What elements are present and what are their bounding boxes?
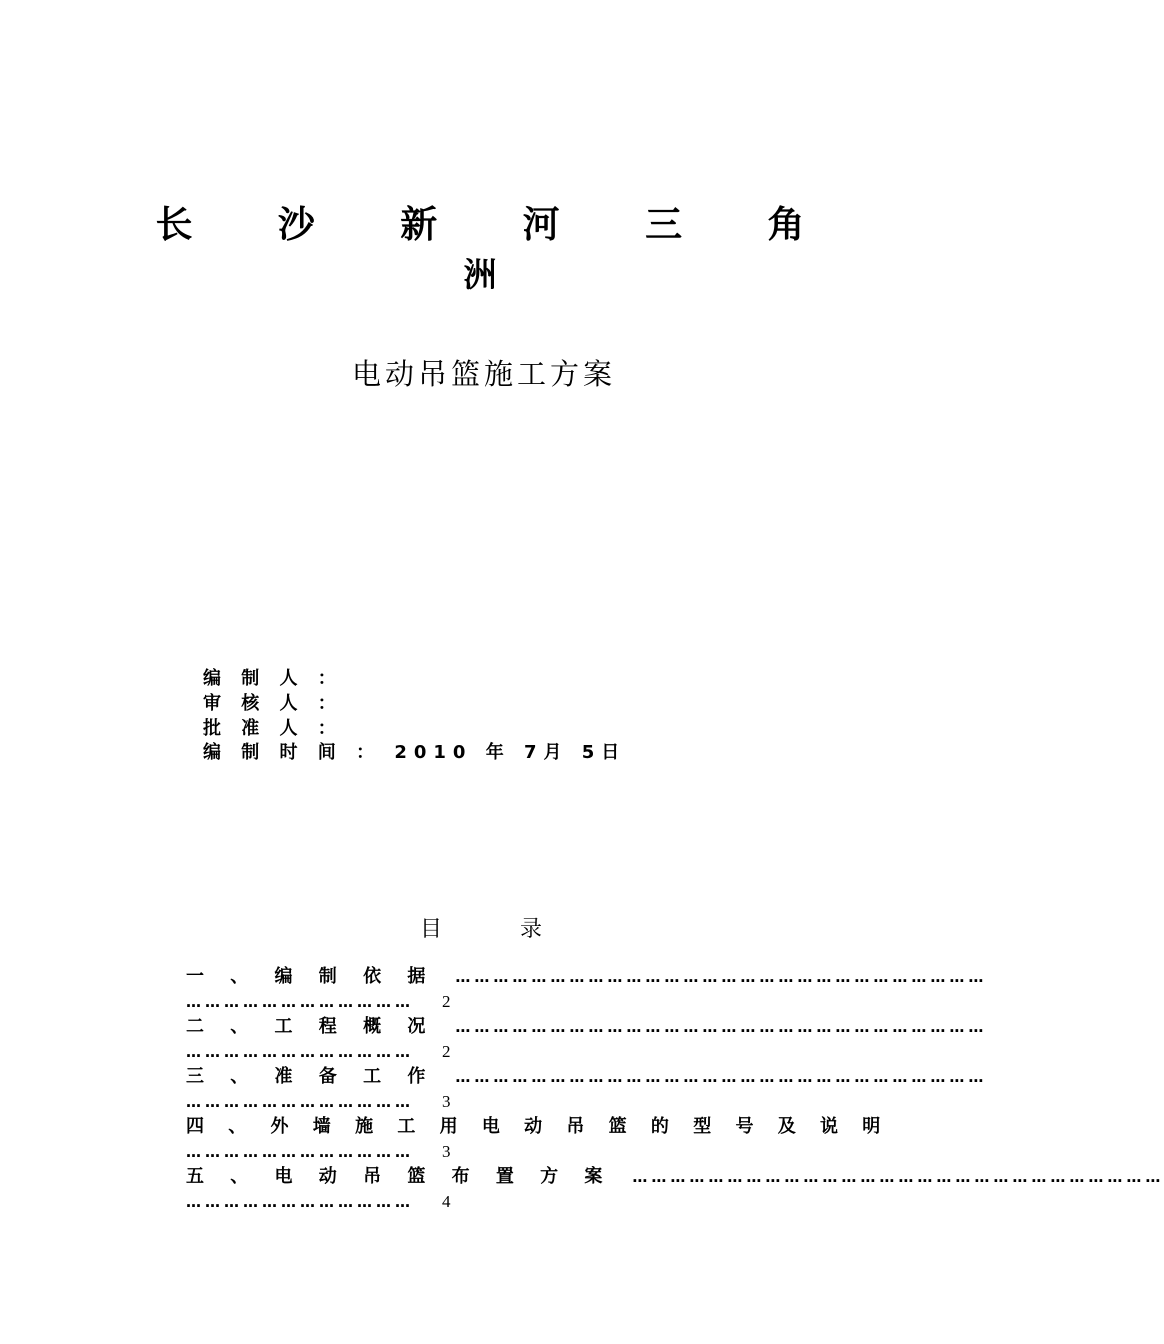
toc-entry-continuation xyxy=(186,1190,451,1214)
toc-page-number: 2 xyxy=(442,1042,451,1061)
toc-entry[interactable] xyxy=(186,1115,890,1139)
title-char: 河 xyxy=(522,203,560,246)
toc-heading-left: 目 xyxy=(420,917,443,942)
title-char: 三 xyxy=(645,203,683,246)
toc-entry-label: 四 、 外 墙 施 工 用 电 动 吊 篮 的 型 号 及 说 明 xyxy=(186,1116,890,1137)
toc-leader: ……………………………… xyxy=(186,1093,414,1111)
toc-entry-continuation xyxy=(186,1040,451,1064)
sign-field-author: 编 制 人 ： xyxy=(203,668,343,689)
toc-entry-continuation xyxy=(186,1140,451,1164)
toc-page-number: 3 xyxy=(442,1092,451,1111)
toc-entry[interactable] xyxy=(186,1165,1164,1189)
document-subtitle: 电动吊篮施工方案 xyxy=(351,357,616,391)
toc-page-number: 4 xyxy=(442,1192,451,1211)
sign-field-reviewer: 审 核 人 ： xyxy=(203,693,343,714)
title-char: 长 xyxy=(155,203,193,246)
sign-field-approver: 批 准 人 ： xyxy=(203,718,343,739)
title-tail: 洲 xyxy=(463,255,497,294)
toc-entry[interactable] xyxy=(186,1065,988,1089)
toc-entry-label: 一 、 编 制 依 据 xyxy=(186,966,436,987)
toc-leader: ……………………………… xyxy=(186,1143,414,1161)
toc-leader: ………………………………………………………………………… xyxy=(455,968,988,986)
toc-entry-continuation xyxy=(186,990,451,1014)
title-char: 沙 xyxy=(277,203,315,246)
toc-entry-label: 二 、 工 程 概 况 xyxy=(186,1016,436,1037)
toc-entry[interactable] xyxy=(186,1015,988,1039)
toc-heading-right: 录 xyxy=(520,917,543,942)
title-char: 角 xyxy=(767,203,805,246)
toc-leader: ……………………………… xyxy=(186,993,414,1011)
toc-entry-continuation xyxy=(186,1090,451,1114)
toc-page-number: 2 xyxy=(442,992,451,1011)
toc-page-number: 3 xyxy=(442,1142,451,1161)
toc-leader: ………………………………………………………………………… xyxy=(632,1168,1164,1186)
toc-entry-label: 三 、 准 备 工 作 xyxy=(186,1066,436,1087)
toc-entry-label: 五 、 电 动 吊 篮 布 置 方 案 xyxy=(186,1166,613,1187)
toc-leader: ……………………………… xyxy=(186,1193,414,1211)
cover-title xyxy=(150,200,810,250)
sign-field-date: 编 制 时 间 ： 2010 年 7月 5日 xyxy=(203,742,627,763)
toc-leader: ………………………………………………………………………… xyxy=(455,1068,988,1086)
title-char: 新 xyxy=(400,203,438,246)
toc-leader: ……………………………… xyxy=(186,1043,414,1061)
toc-entry[interactable] xyxy=(186,965,988,989)
toc-leader: ………………………………………………………………………… xyxy=(455,1018,988,1036)
